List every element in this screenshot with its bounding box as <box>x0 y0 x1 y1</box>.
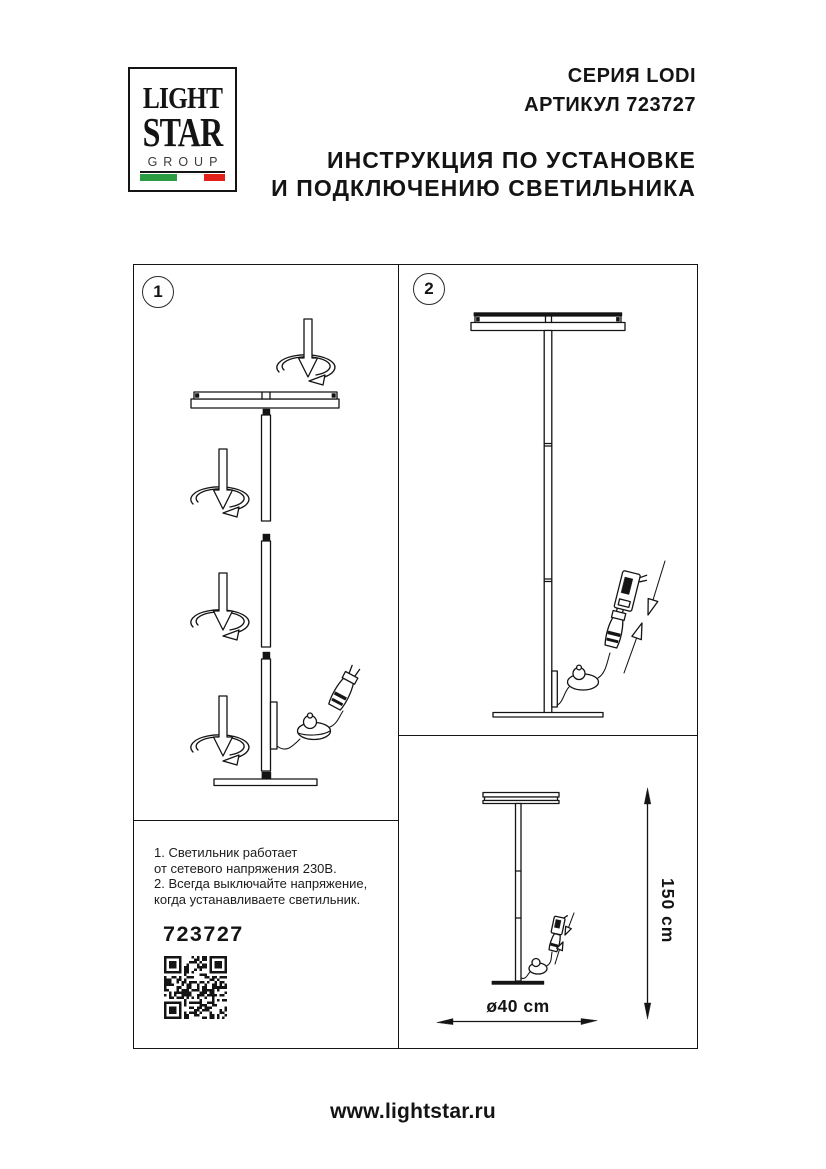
step1-badge: 1 <box>142 276 174 308</box>
italy-flag <box>140 171 225 183</box>
height-dimension-label: 150 cm <box>658 878 678 944</box>
height-dimension-arrow <box>644 788 650 1019</box>
diameter-dimension-label: ø40 cm <box>486 996 550 1016</box>
lamp-head <box>483 793 559 804</box>
note-line: 2. Всегда выключайте напряжение, <box>154 876 368 891</box>
panel-notes <box>134 821 399 1048</box>
cord-bracket <box>271 702 278 749</box>
lamp-pole-segments <box>262 409 271 771</box>
insert-down-arrow-icon <box>299 319 318 377</box>
qr-code <box>164 956 227 1019</box>
step2-badge: 2 <box>413 273 445 305</box>
flag-stripe-white <box>177 174 203 182</box>
note-line: от сетевого напряжения 230В. <box>154 860 337 876</box>
lamp-head <box>191 392 339 408</box>
note-line: 1. Светильник работает <box>154 845 298 860</box>
power-socket-block <box>614 569 648 613</box>
power-cord <box>557 687 569 705</box>
insert-down-arrow-icon <box>214 696 233 756</box>
series-label: СЕРИЯ LODI <box>567 65 696 87</box>
insert-down-arrow-icon <box>214 573 233 630</box>
power-cord <box>598 653 610 678</box>
lamp-pole <box>516 804 522 982</box>
diameter-dimension-arrow <box>437 1019 597 1025</box>
logo-word-star: STAR <box>142 109 223 155</box>
lamp-base <box>492 981 544 985</box>
lamp-base <box>493 713 603 718</box>
safety-notes <box>154 845 367 907</box>
power-cord <box>330 711 343 727</box>
foot-switch-icon <box>568 665 599 690</box>
assembled-lamp-diagram <box>399 265 697 736</box>
flag-stripe-green <box>140 174 177 181</box>
flag-stripe-red <box>204 174 225 181</box>
foot-switch-icon <box>529 959 547 975</box>
note-line: когда устанавливаете светильник. <box>154 891 361 907</box>
instruction-title <box>271 146 696 202</box>
panel-step2-connection <box>399 265 697 736</box>
assembly-diagram <box>134 265 399 821</box>
foot-switch-icon <box>298 713 331 740</box>
logo-word-group: GROUP <box>147 155 224 169</box>
article-label: АРТИКУЛ 723727 <box>524 94 696 116</box>
footer-website: www.lightstar.ru <box>330 1100 496 1123</box>
power-cord <box>547 952 553 966</box>
cord-bracket <box>552 671 558 707</box>
lightstar-logo <box>128 67 237 192</box>
diagram-panels <box>133 264 698 1049</box>
logo-word-light: LIGHT <box>142 80 223 115</box>
article-number: 723727 <box>163 922 244 946</box>
insert-down-arrow-icon <box>214 449 233 509</box>
product-header <box>524 62 696 120</box>
lamp-pole <box>544 331 552 714</box>
instruction-title-line2: И ПОДКЛЮЧЕНИЮ СВЕТИЛЬНИКА <box>271 175 696 201</box>
lamp-base <box>214 772 317 786</box>
power-plug-icon <box>328 664 363 711</box>
power-cord <box>277 739 300 749</box>
panel-step1-assembly <box>134 265 399 821</box>
lamp-head <box>471 313 625 331</box>
panel-dimensions <box>399 736 697 1048</box>
power-cord <box>521 972 530 978</box>
instruction-title-line1: ИНСТРУКЦИЯ ПО УСТАНОВКЕ <box>326 147 696 173</box>
